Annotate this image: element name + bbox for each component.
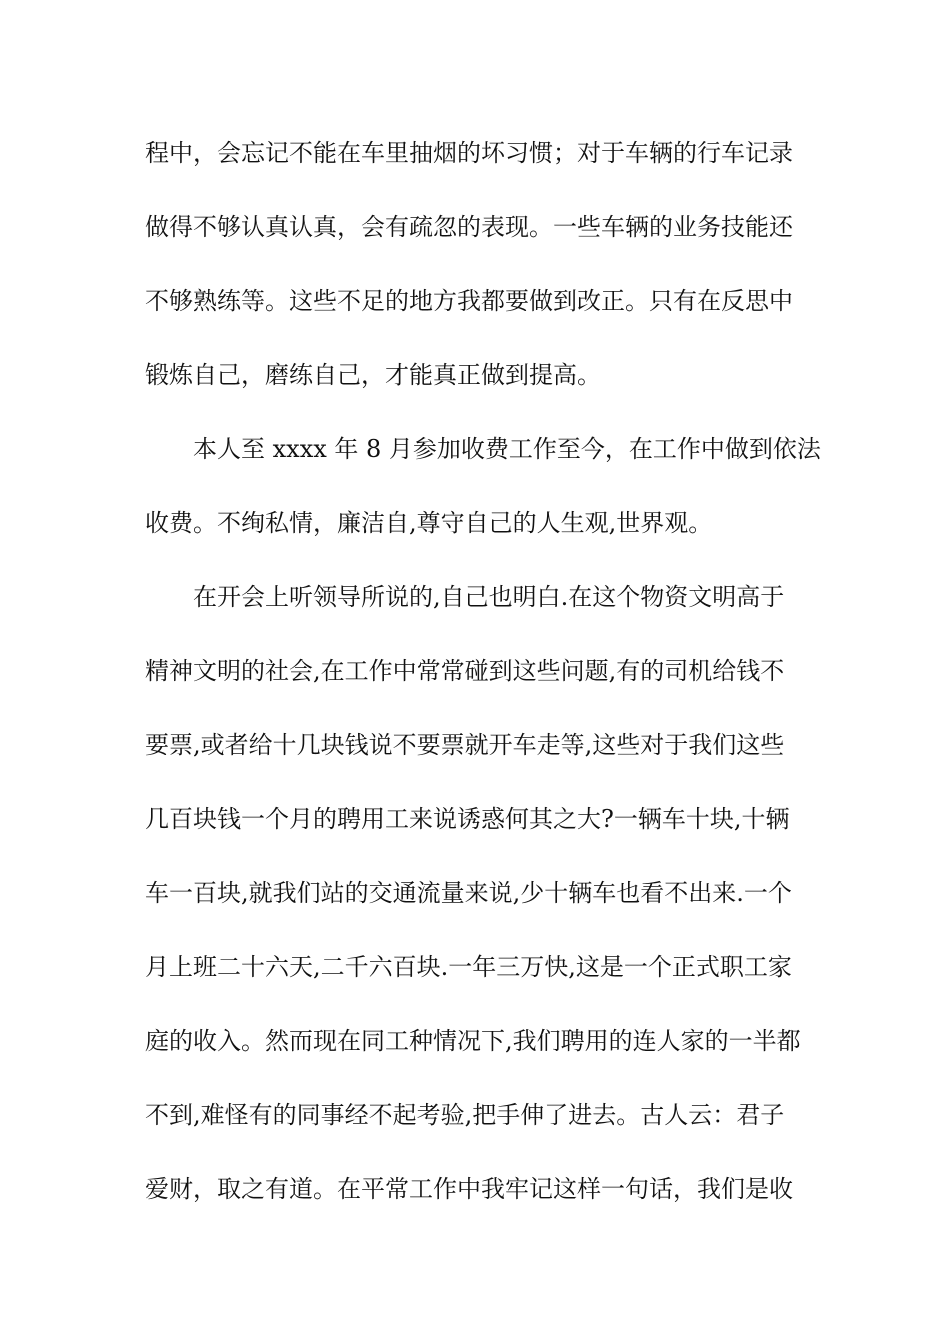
paragraph-first-line: 在开会上听领导所说的,自己也明白.在这个物资文明高于	[193, 583, 785, 611]
text-line: 锻炼自己，磨练自己，才能真正做到提高。	[145, 361, 601, 389]
text-line: 月上班二十六天,二千六百块.一年三万快,这是一个正式职工家	[145, 953, 792, 981]
text-line: 精神文明的社会,在工作中常常碰到这些问题,有的司机给钱不	[145, 657, 785, 685]
text-line: 几百块钱一个月的聘用工来说诱惑何其之大?一辆车十块,十辆	[145, 805, 790, 833]
text-line: 收费。不绚私情，廉洁自,尊守自己的人生观,世界观。	[145, 509, 713, 537]
text-line: 不够熟练等。这些不足的地方我都要做到改正。只有在反思中	[145, 287, 793, 315]
text-line: 爱财，取之有道。在平常工作中我牢记这样一句话，我们是收	[145, 1175, 793, 1203]
text-line: 程中，会忘记不能在车里抽烟的坏习惯；对于车辆的行车记录	[145, 139, 793, 167]
text-line: 庭的收入。然而现在同工种情况下,我们聘用的连人家的一半都	[145, 1027, 801, 1055]
paragraph-first-line: 本人至 xxxx 年 8 月参加收费工作至今，在工作中做到依法	[193, 435, 821, 463]
text-line: 车一百块,就我们站的交通流量来说,少十辆车也看不出来.一个	[145, 879, 792, 907]
text-line: 做得不够认真认真，会有疏忽的表现。一些车辆的业务技能还	[145, 213, 793, 241]
text-line: 要票,或者给十几块钱说不要票就开车走等,这些对于我们这些	[145, 731, 785, 759]
text-line: 不到,难怪有的同事经不起考验,把手伸了进去。古人云：君子	[145, 1101, 785, 1129]
